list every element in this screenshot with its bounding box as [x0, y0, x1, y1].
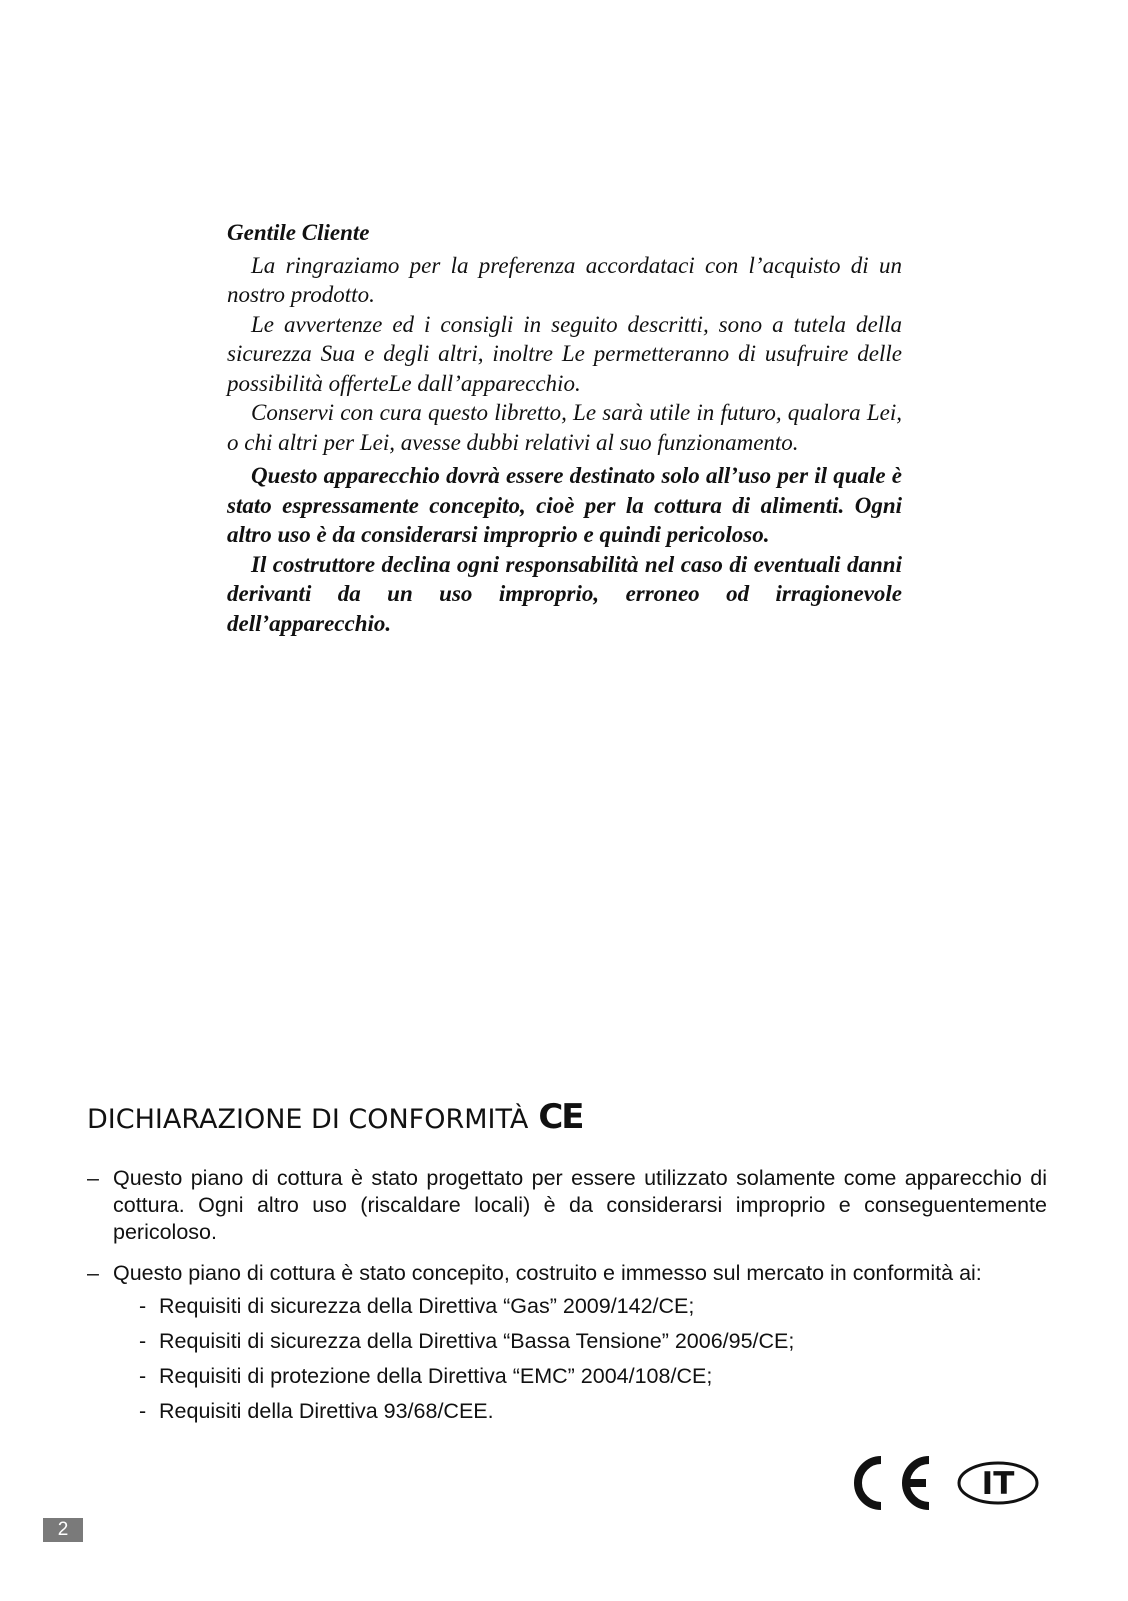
directive-text: Requisiti di sicurezza della Direttiva “Gas” 2009/142/CE; [159, 1294, 695, 1318]
letter-paragraph-liability: Il costruttore declina ogni responsabilità nel caso di eventuali danni derivanti da un uso improprio, erroneo od irragionevole dell’apparecchio. [227, 551, 902, 636]
greeting: Gentile Cliente [227, 220, 370, 245]
declaration-item [87, 1260, 1047, 1429]
directive-text: Requisiti della Direttiva 93/68/CEE. [159, 1399, 494, 1423]
directive-list-item [139, 1394, 1047, 1429]
directive-text: Requisiti di sicurezza della Direttiva “Bassa Tensione” 2006/95/CE; [159, 1329, 795, 1353]
declaration-title-text: DICHIARAZIONE DI CONFORMITÀ [87, 1104, 529, 1135]
certification-logos [850, 1453, 1040, 1513]
hyphen-bullet: - [139, 1329, 147, 1353]
page-number: 2 [43, 1518, 83, 1542]
country-code-it-icon [959, 1463, 1037, 1503]
declaration-item [87, 1165, 1047, 1246]
directive-list-item [139, 1359, 1047, 1394]
hyphen-bullet: - [139, 1399, 147, 1423]
directive-list-item [139, 1289, 1047, 1324]
letter-paragraph-intended-use: Questo apparecchio dovrà essere destinato solo all’uso per il quale è stato espressamente concepito, cioè per la cottura di alimenti. Ogni altro uso è da considerarsi improprio e quindi pericoloso. [227, 463, 902, 547]
directive-list [113, 1289, 1047, 1429]
declaration-item-text: Questo piano di cottura è stato concepito, costruito e immesso sul mercato in conformità ai: [113, 1261, 982, 1285]
dash-bullet: – [87, 1261, 99, 1285]
letter-text [227, 218, 902, 638]
ce-logo [858, 1460, 929, 1506]
declaration-item-text: Questo piano di cottura è stato progettato per essere utilizzato solamente come apparecchio di cottura. Ogni altro uso (riscaldare locali) è da considerarsi improprio e conseguentemente pericoloso. [113, 1166, 1047, 1244]
letter-paragraph-thanks: La ringraziamo per la preferenza accordataci con l’acquisto di un nostro prodotto. [227, 252, 902, 307]
ce-mark-heading: CE [538, 1097, 583, 1137]
directive-list-item [139, 1324, 1047, 1359]
letter-paragraph-keep-booklet: Conservi con cura questo libretto, Le sarà utile in futuro, qualora Lei, o chi altri per Lei, avesse dubbi relativi al suo funzionamento. [227, 400, 902, 455]
directive-text: Requisiti di protezione della Direttiva “EMC” 2004/108/CE; [159, 1364, 713, 1388]
hyphen-bullet: - [139, 1364, 147, 1388]
declaration-title [87, 1097, 583, 1137]
letter-paragraph-warnings: Le avvertenze ed i consigli in seguito descritti, sono a tutela della sicurezza Sua e degli altri, inoltre Le permetteranno di usufruire delle possibilità offerteLe dall’apparecchio. [227, 311, 902, 396]
hyphen-bullet: - [139, 1294, 147, 1318]
declaration-body [87, 1165, 1047, 1443]
dash-bullet: – [87, 1166, 99, 1190]
country-code-text: IT [981, 1466, 1015, 1502]
